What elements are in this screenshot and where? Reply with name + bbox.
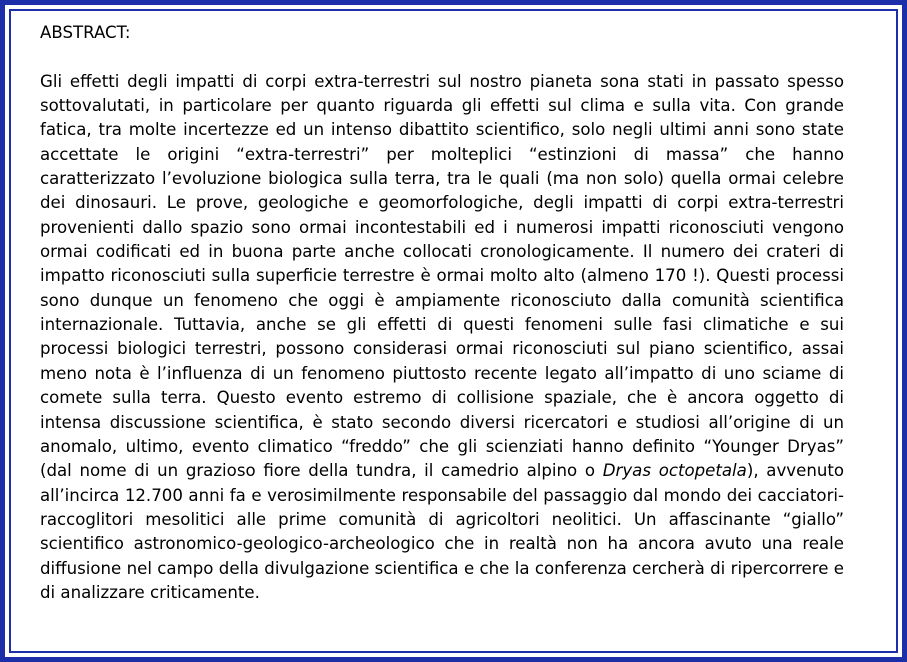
abstract-section (40, 21, 844, 605)
abstract-text-part1: Gli effetti degli impatti di corpi extra-terrestri sul nostro pianeta sona stati in passato spesso sottovalutati, in particolare per quanto riguarda gli effetti sul clima e sulla vita. Con grande fatica, tra molte incertezze ed un intenso dibattito scientifico, solo negli ultimi anni sono state accettate le origini “extra-terrestri” per molteplici “estinzioni di massa” che hanno caratterizzato l’evoluzione biologica sulla terra, tra le quali (ma non solo) quella ormai celebre dei dinosauri. Le prove, geologiche e geomorfologiche, degli impatti di corpi extra-terrestri provenienti dallo spazio sono ormai incontestabili ed i numerosi impatti riconosciuti vengono ormai codificati ed in buona parte anche collocati cronologicamente. Il numero dei crateri di impatto riconosciuti sulla superficie terrestre è ormai molto alto (almeno 170 !). Questi processi sono dunque un fenomeno che oggi è ampiamente riconosciuto dalla comunità scientifica internazionale. Tuttavia, anche se gli effetti di questi fenomeni sulle fasi climatiche e sui processi biologici terrestri, possono considerasi ormai riconosciuti sul piano scientifico, assai meno nota è l’influenza di un fenomeno piuttosto recente legato all’impatto di uno sciame di comete sulla terra. Questo evento estremo di collisione spaziale, che è ancora oggetto di intensa discussione scientifica, è stato secondo diversi ricercatori e studiosi all’origine di un anomalo, ultimo, evento climatico “freddo” che gli scienziati hanno definito “Younger Dryas” (dal nome di un grazioso fiore della tundra, il camedrio alpino o (40, 71, 844, 481)
abstract-text-species: Dryas octopetala (602, 461, 747, 481)
paragraph-spacer (40, 45, 844, 69)
abstract-paragraph (40, 70, 844, 606)
abstract-text-part2: ), avvenuto all’incirca 12.700 anni fa e verosimilmente responsabile del passaggio dal mondo dei cacciatori-raccoglitori mesolitici alle prime comunità di agricoltori neolitici. Un affascinante “giallo” scientifico astronomico-geologico-archeologico che in realtà non ha ancora avuto una reale diffusione nel campo della divulgazione scientifica e che la conferenza cercherà di ripercorrere e di analizzare criticamente. (40, 461, 845, 602)
abstract-heading: ABSTRACT: (40, 23, 131, 42)
